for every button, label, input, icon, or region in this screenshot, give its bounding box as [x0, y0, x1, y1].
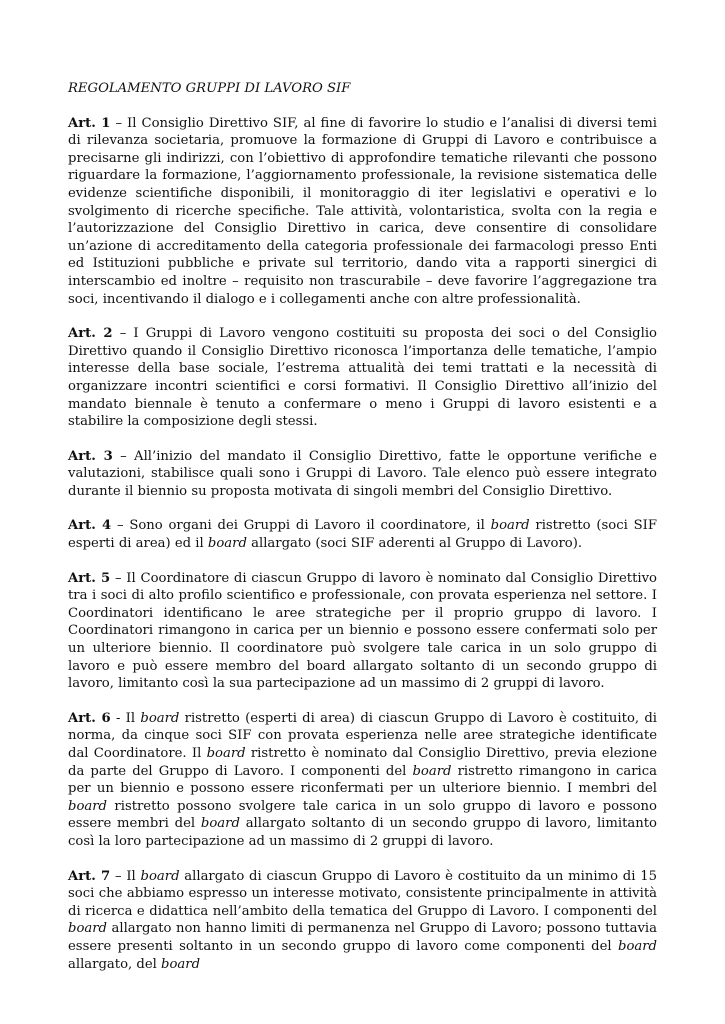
article-text: – Il Coordinatore di ciascun Gruppo di lavoro è nominato dal Consiglio Direttivo tra i soci di alto profilo scientifico e professionale, con provata esperienza nel settore. I Coordinatori identificano le aree strategiche per il proprio gruppo di lavoro. I Coordinatori rimangono in carica per un biennio e possono essere confermati solo per un ulteriore biennio. Il coordinatore può svolgere tale carica in un solo gruppo di lavoro e può essere membro del board allargato soltanto di un secondo gruppo di lavoro, limitanto così la sua partecipazione ad un massimo di 2 gruppi di lavoro. — [68, 570, 657, 692]
article-label: Art. 4 — [68, 518, 112, 534]
article-italic-term: board — [140, 868, 180, 884]
article-italic-term: board — [140, 710, 180, 726]
article-label: Art. 3 — [68, 448, 113, 464]
article-text: – All’inizio del mandato il Consiglio Direttivo, fatte le opportune verifiche e valutazioni, stabilisce quali sono i Gruppi di Lavoro. Tale elenco può essere integrato durante il biennio su proposta motivata di singoli membri del Consiglio Direttivo. — [68, 448, 657, 499]
article-text: ristretto rimangono in carica per un biennio e possono essere riconfermati per un ulteriore biennio. I membri del — [68, 763, 657, 797]
article-text: – Il — [110, 868, 141, 884]
document-title: REGOLAMENTO GRUPPI DI LAVORO SIF — [68, 81, 351, 96]
article-7 — [68, 868, 657, 974]
article-2 — [68, 325, 657, 431]
article-italic-term: board — [412, 763, 452, 779]
article-italic-term: board — [206, 746, 246, 761]
article-label: Art. 5 — [68, 570, 111, 586]
article-text: ristretto è nominato dal Consiglio Direttivo, previa elezione da parte del Gruppo di Lavoro. I componenti del — [68, 746, 657, 779]
article-text: - Il — [110, 710, 141, 726]
article-3 — [68, 448, 657, 501]
article-text: – I Gruppi di Lavoro vengono costituiti su proposta dei soci o del Consiglio Direttivo quando il Consiglio Direttivo riconosca l’importanza delle tematiche, l’ampio interesse della base sociale, l’estrema attualità dei temi trattati e la necessità di organizzare incontri scientifici e corsi formativi. Il Consiglio Direttivo all’inizio del mandato biennale è tenuto a confermare o meno i Gruppi di lavoro esistenti e a stabilire la composizione degli stessi. — [68, 326, 657, 430]
article-italic-term: board — [200, 816, 240, 832]
article-italic-term: board — [161, 956, 201, 972]
article-text: allargato di ciascun Gruppo di Lavoro è costituito da un minimo di 15 soci che abbiamo espresso un interesse motivato, consistente principalmente in attività di ricerca e didattica nell’ambito della tematica del Gruppo di Lavoro. I componenti del — [68, 868, 657, 919]
article-label: Art. 7 — [68, 868, 111, 884]
article-italic-term: board — [490, 518, 530, 534]
article-italic-term: board — [68, 798, 107, 814]
article-text: – Il Consiglio Direttivo SIF, al fine di favorire lo studio e l’analisi di diversi temi di rilevanza societaria, promuove la formazione di Gruppi di Lavoro e contribuisce a precisarne gli indirizzi, con l’obiettivo di approfondire tematiche rilevanti che possono riguardare la formazione, l’aggiornamento professionale, la revisione sistematica delle evidenze scientifiche disponibili, il monitoraggio di iter legislativi e operativi e lo svolgimento di ricerche specifiche. Tale attività, volontaristica, svolta con la regia e l’autorizzazione del Consiglio Direttivo in carica, deve consentire di consolidare un’azione di accreditamento della categoria professionale dei farmacologi presso Enti ed Istituzioni pubbliche e private sul territorio, dando vita a rapporti sinergici di interscambio ed inoltre – requisito non trascurabile – deve favorire l’aggregazione tra soci, incentivando il dialogo e i collegamenti anche con altre professionalità. — [68, 115, 657, 307]
article-6 — [68, 710, 657, 851]
article-text: ristretto (soci SIF esperti di area) ed il — [68, 518, 657, 552]
article-5 — [68, 570, 657, 693]
article-1 — [68, 115, 657, 309]
article-label: Art. 6 — [68, 710, 111, 726]
article-text: allargato (soci SIF aderenti al Gruppo di Lavoro). — [246, 536, 583, 552]
article-text: ristretto (esperti di area) di ciascun Gruppo di Lavoro è costituito, di norma, da cinque soci SIF con provata esperienza nelle aree strategiche identificate dal Coordinatore. Il — [68, 710, 657, 761]
article-text: allargato soltanto di un secondo gruppo di lavoro, limitanto così la loro partecipazione ad un massimo di 2 gruppi di lavoro. — [68, 816, 657, 849]
article-text: – Sono organi dei Gruppi di Lavoro il coordinatore, il — [111, 518, 491, 534]
article-text: allargato, del — [68, 956, 162, 972]
article-label: Art. 1 — [68, 115, 111, 131]
article-4 — [68, 517, 657, 552]
article-italic-term: board — [68, 921, 107, 937]
article-label: Art. 2 — [68, 326, 113, 342]
article-italic-term: board — [618, 938, 657, 954]
article-italic-term: board — [207, 536, 247, 552]
articles-container — [68, 115, 657, 974]
article-text: allargato non hanno limiti di permanenza nel Gruppo di Lavoro; possono tuttavia essere presenti soltanto in un secondo gruppo di lavoro come componenti del — [68, 921, 657, 954]
article-text: ristretto possono svolgere tale carica in un solo gruppo di lavoro e possono essere membri del — [68, 798, 657, 832]
